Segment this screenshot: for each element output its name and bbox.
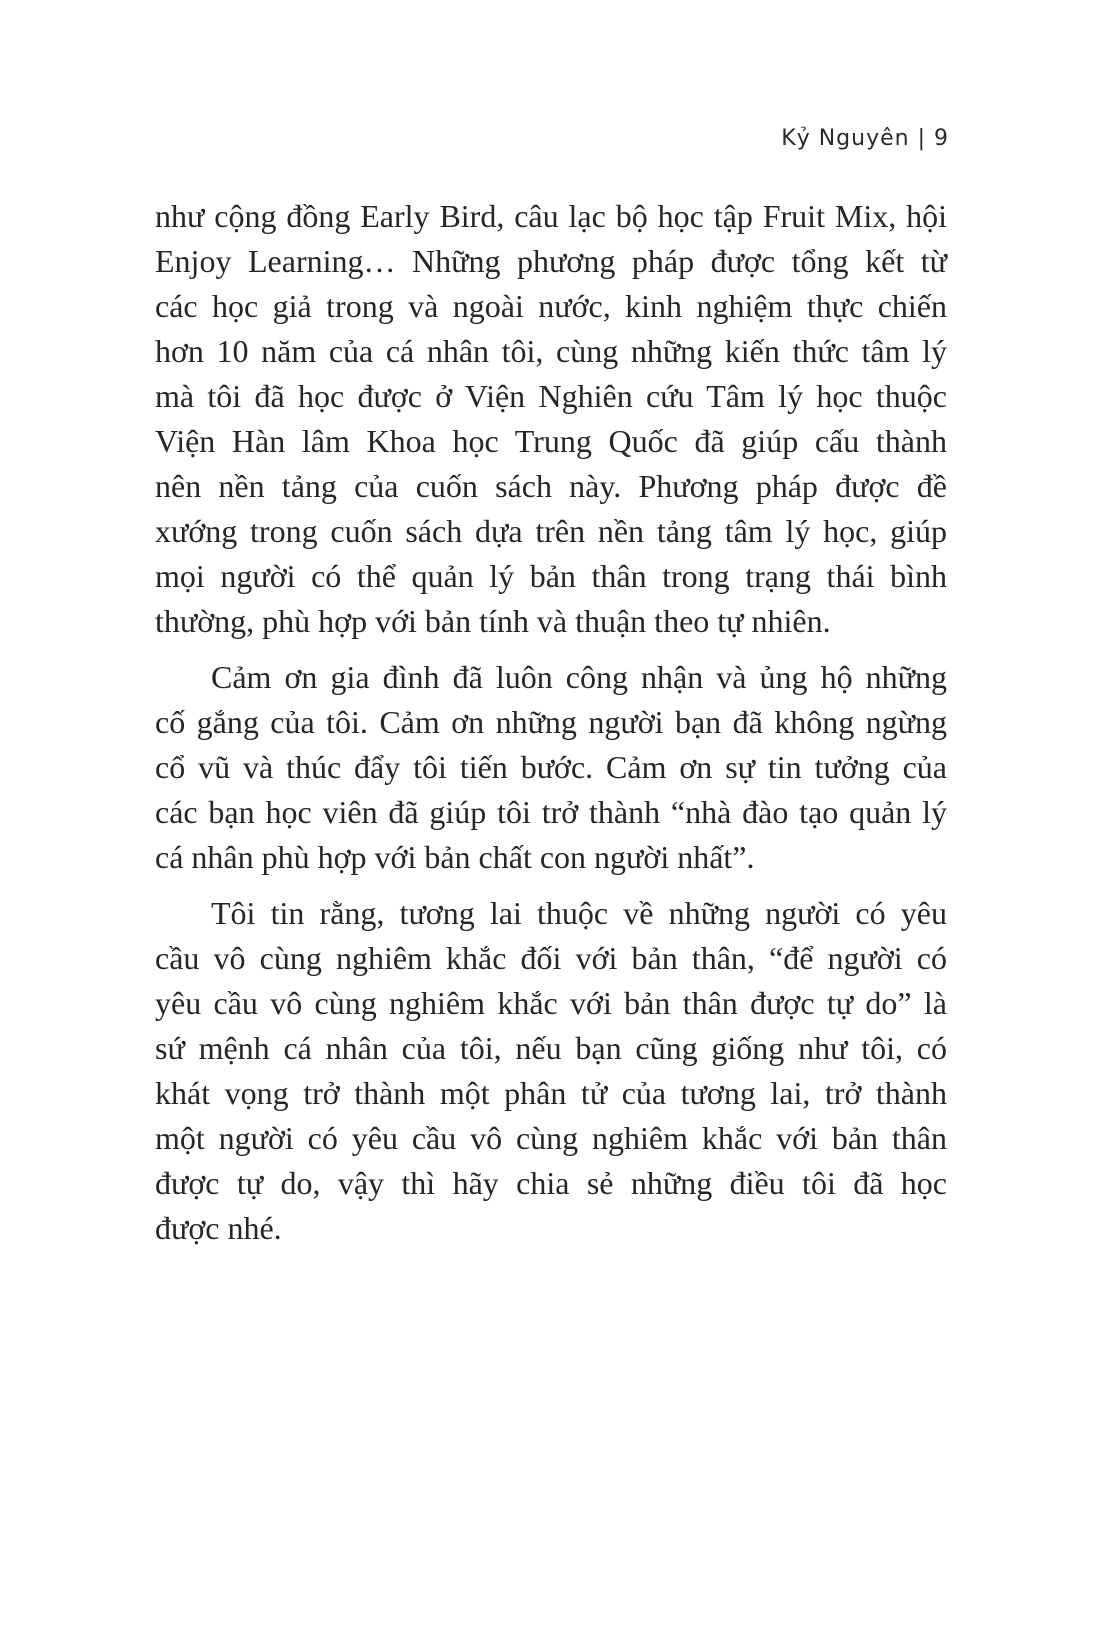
body-text <box>155 194 947 1262</box>
text-line: một người có yêu cầu vô cùng nghiêm khắc với bản thân <box>155 1120 947 1156</box>
text-line: xướng trong cuốn sách dựa trên nền tảng tâm lý học, giúp <box>155 513 947 549</box>
text-line: cổ vũ và thúc đẩy tôi tiến bước. Cảm ơn sự tin tưởng của <box>155 749 947 785</box>
text-line: như cộng đồng Early Bird, câu lạc bộ học tập Fruit Mix, hội <box>155 198 947 234</box>
text-line: mọi người có thể quản lý bản thân trong trạng thái bình <box>155 558 947 594</box>
text-line: nên nền tảng của cuốn sách này. Phương pháp được đề <box>155 468 947 504</box>
text-line: thường, phù hợp với bản tính và thuận theo tự nhiên. <box>155 603 831 639</box>
running-head <box>781 126 949 151</box>
text-line: Tôi tin rằng, tương lai thuộc về những người có yêu <box>211 895 947 931</box>
text-line: cố gắng của tôi. Cảm ơn những người bạn đã không ngừng <box>155 704 947 740</box>
text-line: được tự do, vậy thì hãy chia sẻ những điều tôi đã học <box>155 1165 947 1201</box>
text-line: cầu vô cùng nghiêm khắc đối với bản thân, “để người có <box>155 940 947 976</box>
paragraph-2 <box>155 655 947 880</box>
text-line: mà tôi đã học được ở Viện Nghiên cứu Tâm lý học thuộc <box>155 378 947 414</box>
text-line: Viện Hàn lâm Khoa học Trung Quốc đã giúp cấu thành <box>155 423 947 459</box>
text-line: sứ mệnh cá nhân của tôi, nếu bạn cũng giống như tôi, có <box>155 1030 947 1066</box>
text-line: cá nhân phù hợp với bản chất con người nhất”. <box>155 839 755 875</box>
text-line: yêu cầu vô cùng nghiêm khắc với bản thân được tự do” là <box>155 985 947 1021</box>
book-title: Kỷ Nguyên <box>781 126 910 151</box>
text-line: các bạn học viên đã giúp tôi trở thành “nhà đào tạo quản lý <box>155 794 947 830</box>
header-separator: | <box>917 126 926 151</box>
paragraph-3 <box>155 891 947 1251</box>
text-line: được nhé. <box>155 1210 282 1246</box>
page-number: 9 <box>934 126 949 151</box>
text-line: khát vọng trở thành một phân tử của tương lai, trở thành <box>155 1075 947 1111</box>
text-line: các học giả trong và ngoài nước, kinh nghiệm thực chiến <box>155 288 947 324</box>
text-line: Enjoy Learning… Những phương pháp được tổng kết từ <box>155 243 947 279</box>
text-line: Cảm ơn gia đình đã luôn công nhận và ủng hộ những <box>211 659 947 695</box>
paragraph-1 <box>155 194 947 644</box>
text-line: hơn 10 năm của cá nhân tôi, cùng những kiến thức tâm lý <box>155 333 947 369</box>
